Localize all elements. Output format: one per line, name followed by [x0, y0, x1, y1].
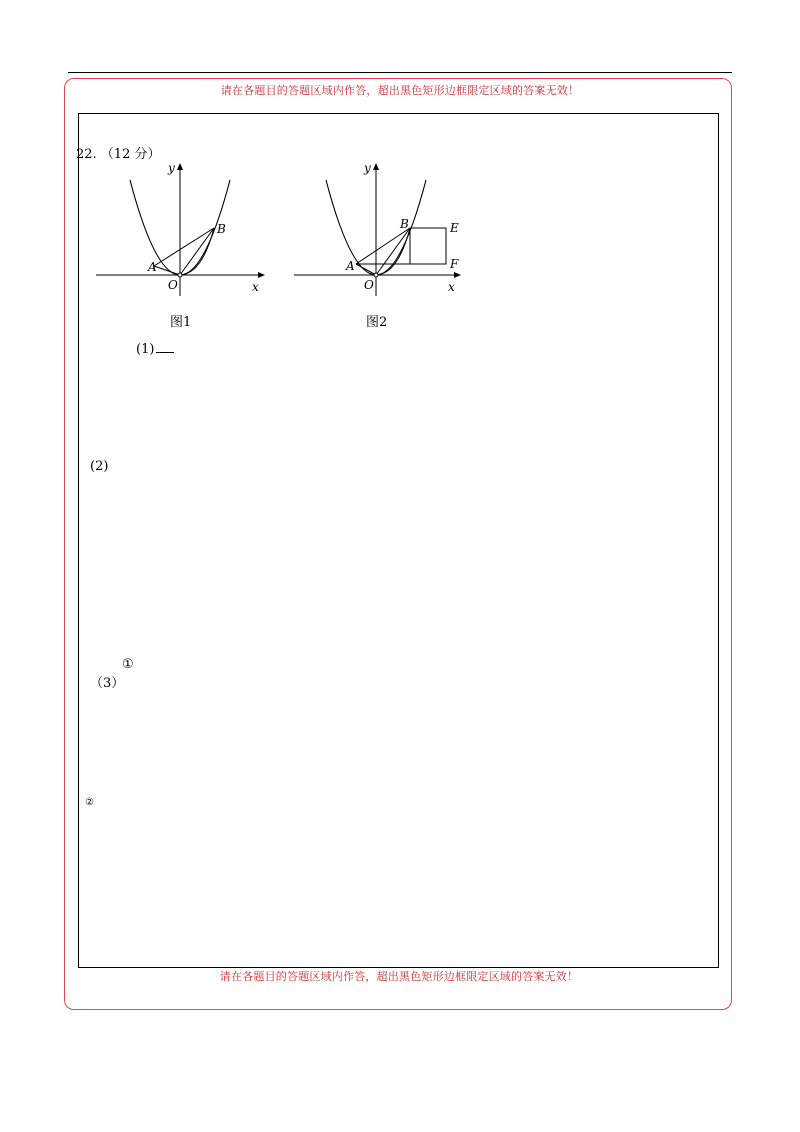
label-y: y — [168, 161, 175, 175]
figure-2-caption: 图2 — [366, 315, 388, 330]
label-o: O — [168, 278, 178, 292]
segment-ab — [356, 228, 410, 264]
segment-ob — [180, 228, 214, 275]
label-b: B — [400, 217, 409, 231]
segment-ao — [154, 266, 180, 275]
segment-ab — [154, 228, 214, 266]
top-rule — [68, 72, 732, 73]
origin-point — [178, 273, 182, 277]
figure-2 — [290, 158, 470, 298]
label-f: F — [450, 257, 459, 271]
rectangle-befb — [410, 228, 446, 264]
part-3-label: （3） — [90, 676, 125, 691]
label-a: A — [148, 260, 157, 274]
label-b: B — [217, 222, 226, 236]
question-title: 22. （12 分） — [76, 147, 161, 162]
part-1 — [136, 342, 174, 357]
label-o: O — [364, 278, 374, 292]
origin-point — [374, 273, 378, 277]
label-e: E — [450, 221, 459, 235]
part-1-answer-blank[interactable] — [156, 342, 174, 353]
sub-part-2-label: ② — [85, 797, 94, 808]
segment-ob — [376, 228, 410, 275]
segment-ao — [356, 264, 376, 275]
part-2-label: (2) — [90, 459, 109, 474]
sub-part-1-label: ① — [122, 657, 134, 672]
label-x: x — [252, 280, 259, 294]
figure-1-caption: 图1 — [170, 315, 192, 330]
label-x: x — [448, 280, 455, 294]
figure-1 — [92, 158, 272, 298]
notice-top: 请在各题目的答题区域内作答，超出黑色矩形边框限定区域的答案无效！ — [220, 84, 580, 97]
label-a: A — [346, 259, 355, 273]
label-y: y — [364, 161, 371, 175]
part-1-label: (1) — [136, 342, 155, 357]
notice-bottom: 请在各题目的答题区域内作答，超出黑色矩形边框限定区域的答案无效！ — [175, 968, 623, 984]
